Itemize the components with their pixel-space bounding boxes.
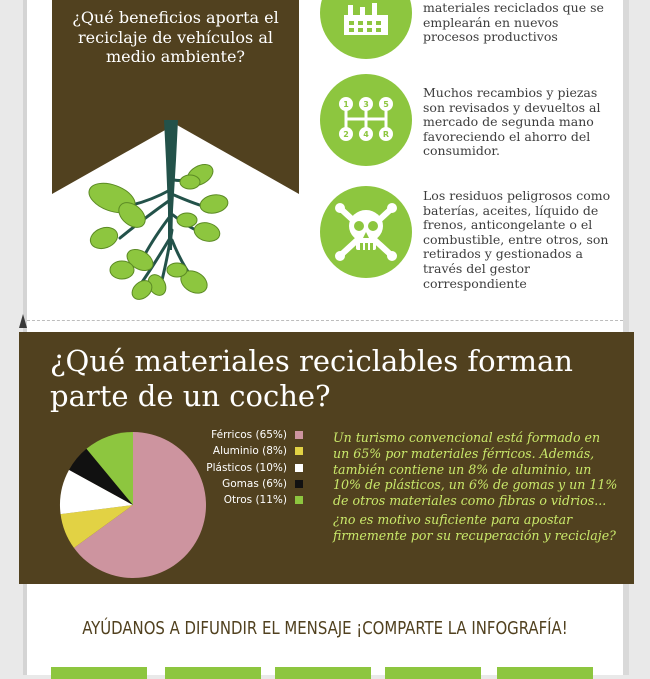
gear-label-1: 1	[343, 100, 349, 109]
share-button-1[interactable]	[51, 667, 147, 679]
gear-label-3: 3	[363, 100, 369, 109]
share-button-2[interactable]	[165, 667, 261, 679]
gear-label-4: 4	[363, 130, 369, 139]
legend-item	[180, 492, 305, 508]
legend-swatch	[295, 496, 303, 504]
tree-roots-illustration	[82, 120, 242, 305]
corner-mark	[19, 314, 27, 328]
materials-title: ¿Qué materiales reciclables forman parte de un coche?	[50, 344, 573, 413]
legend-swatch	[295, 447, 303, 455]
legend-swatch	[295, 431, 303, 439]
legend-item	[180, 460, 305, 476]
gear-label-r: R	[382, 130, 390, 139]
legend-label: Férricos (65%)	[211, 429, 287, 441]
legend-label: Aluminio (8%)	[212, 445, 287, 458]
legend-swatch	[295, 480, 303, 488]
legend-label: Plásticos (10%)	[206, 461, 287, 474]
gear-shift-icon	[320, 74, 412, 166]
materials-question: ¿no es motivo suficiente para apostar firmemente por su recuperación y reciclaje?	[333, 512, 616, 543]
banner-title: ¿Qué beneficios aporta el reciclaje de vehículos al medio ambiente?	[72, 8, 279, 66]
legend-item	[180, 427, 305, 443]
pie-legend	[180, 427, 305, 508]
hazard-circle	[320, 186, 412, 278]
gear-label-5: 5	[383, 100, 389, 109]
legend-label: Gomas (6%)	[222, 477, 287, 490]
gear-shift-circle	[320, 74, 412, 166]
skull-crossbones-icon	[320, 186, 412, 278]
share-button-5[interactable]	[497, 667, 593, 679]
share-title: AYÚDANOS A DIFUNDIR EL MENSAJE ¡COMPARTE LA INFOGRAFÍA!	[82, 618, 568, 639]
legend-item	[180, 443, 305, 459]
benefit-text-spare-parts: Muchos recambios y piezas son revisados y devueltos al mercado de segunda mano favoreciendo el ahorro del consumidor.	[423, 85, 601, 159]
legend-item	[180, 476, 305, 492]
section-divider	[27, 320, 623, 321]
legend-swatch	[295, 464, 303, 472]
factory-icon	[320, 0, 412, 59]
benefit-text-hazardous-waste: Los residuos peligrosos como baterías, aceites, líquido de frenos, anticongelante o el combustible, entre otros, son retirados y gestionados a través del gestor correspondiente	[423, 188, 611, 291]
factory-circle	[320, 0, 412, 59]
share-button-4[interactable]	[385, 667, 481, 679]
materials-description: Un turismo convencional está formado en un 65% por materiales férricos. Además, también contiene un 8% de aluminio, un 10% de plásticos, un 6% de gomas y un 11% de otros materiales como fibras o vidrios...	[333, 430, 618, 509]
gear-label-2: 2	[343, 130, 349, 139]
share-button-3[interactable]	[275, 667, 371, 679]
benefit-text-recycled-materials: materiales reciclados que se emplearán en nuevos procesos productivos	[423, 0, 604, 45]
legend-label: Otros (11%)	[223, 494, 287, 507]
